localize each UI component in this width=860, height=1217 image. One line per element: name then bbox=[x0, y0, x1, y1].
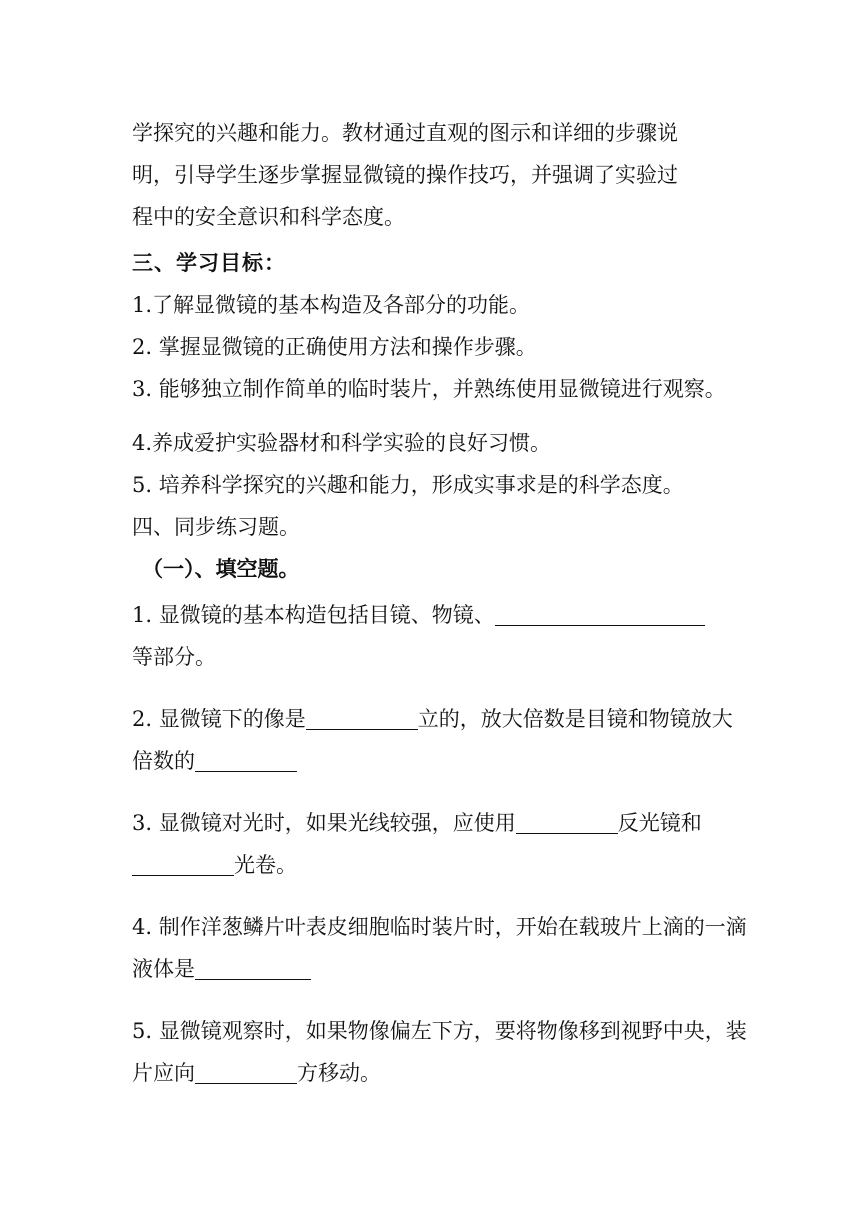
objective-item-1: 1.了解显微镜的基本构造及各部分的功能。 bbox=[132, 293, 531, 317]
objective-item-3: 3. 能够独立制作简单的临时装片，并熟练使用显微镜进行观察。 bbox=[132, 377, 726, 401]
answer-blank bbox=[132, 851, 234, 876]
question-1-end: 等部分。 bbox=[132, 645, 216, 669]
question-3-middle: 反光镜和 bbox=[617, 811, 702, 835]
intro-line-3: 程中的安全意识和科学态度。 bbox=[132, 205, 405, 229]
answer-blank bbox=[306, 705, 418, 730]
question-3 bbox=[132, 802, 750, 886]
question-4-text: 4. 制作洋葱鳞片叶表皮细胞临时装片时，开始在载玻片上滴的一滴液体是 bbox=[132, 915, 747, 981]
objective-item-4: 4.养成爱护实验器材和科学实验的良好习惯。 bbox=[132, 431, 552, 455]
answer-blank bbox=[516, 809, 618, 834]
objective-item-2: 2. 掌握显微镜的正确使用方法和操作步骤。 bbox=[132, 335, 537, 359]
question-3-end: 光卷。 bbox=[234, 853, 297, 877]
question-2 bbox=[132, 698, 750, 782]
answer-blank bbox=[195, 747, 297, 772]
question-5 bbox=[132, 1010, 750, 1094]
question-2-middle: 立的，放大倍数是目镜和物镜放大倍数的 bbox=[132, 707, 733, 773]
exercises-heading: 四、同步练习题。 bbox=[132, 515, 300, 539]
question-5-text: 5. 显微镜观察时，如果物像偏左下方，要将物像移到视野中央，装片应向 bbox=[132, 1019, 747, 1085]
question-5-end: 方移动。 bbox=[297, 1061, 381, 1085]
question-2-text: 2. 显微镜下的像是 bbox=[132, 707, 306, 731]
question-1 bbox=[132, 594, 750, 678]
objective-item-5: 5. 培养科学探究的兴趣和能力，形成实事求是的科学态度。 bbox=[132, 473, 684, 497]
answer-blank bbox=[195, 1059, 297, 1084]
intro-line-1: 学探究的兴趣和能力。教材通过直观的图示和详细的步骤说 bbox=[132, 121, 678, 145]
learning-objectives-heading: 三、学习目标： bbox=[132, 251, 286, 275]
answer-blank bbox=[495, 601, 705, 626]
intro-line-2: 明，引导学生逐步掌握显微镜的操作技巧，并强调了实验过 bbox=[132, 163, 678, 187]
question-4 bbox=[132, 906, 750, 990]
question-3-text: 3. 显微镜对光时，如果光线较强，应使用 bbox=[132, 811, 516, 835]
document-content bbox=[132, 112, 750, 1094]
fill-in-blank-heading: （一）、填空题。 bbox=[142, 557, 300, 581]
answer-blank bbox=[195, 955, 311, 980]
question-1-text: 1. 显微镜的基本构造包括目镜、物镜、 bbox=[132, 603, 495, 627]
